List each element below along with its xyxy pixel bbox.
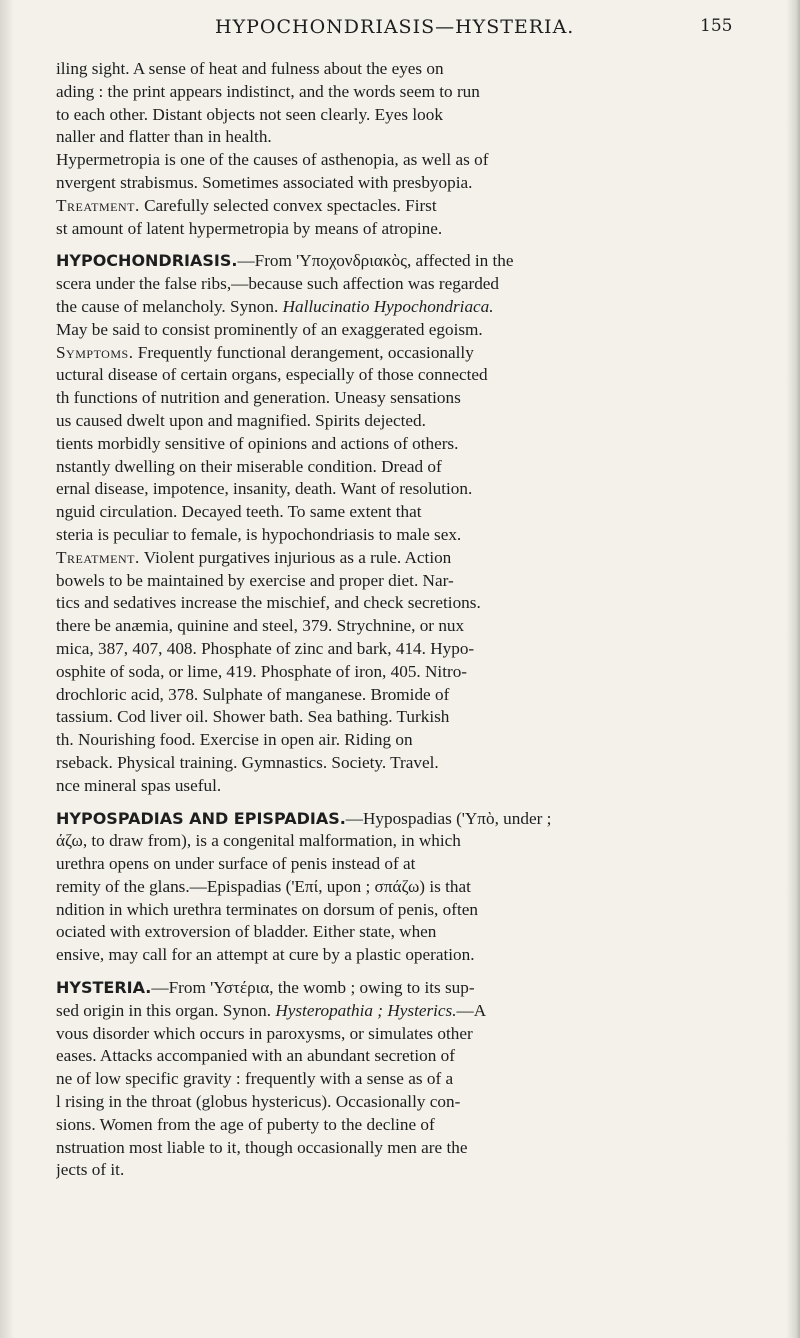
text-line [56, 944, 756, 967]
text-span: remity of the glans.—Epispadias ('Επί, upon ; σπάζω) is that [56, 876, 471, 896]
text-line [56, 684, 756, 707]
text-span: nvergent strabismus. Sometimes associated with presbyopia. [56, 172, 473, 192]
text-line [56, 752, 756, 775]
text-line [56, 387, 756, 410]
text-span: eases. Attacks accompanied with an abundant secretion of [56, 1046, 455, 1066]
text-span: ndition in which urethra terminates on dorsum of penis, often [56, 899, 478, 919]
text-line [56, 570, 756, 593]
text-line [56, 149, 756, 172]
text-span: jects of it. [56, 1160, 125, 1180]
text-span: —A [456, 1000, 487, 1020]
text-span: May be said to consist prominently of an exaggerated egoism. [56, 319, 483, 339]
text-span: osphite of soda, or lime, 419. Phosphate of iron, 405. Nitro- [56, 661, 468, 681]
paragraph-gap [56, 798, 756, 808]
text-line [56, 1023, 756, 1046]
entry-headword: HYPOCHONDRIASIS. [56, 251, 238, 271]
text-span: urethra opens on under surface of penis instead of at [56, 854, 416, 874]
text-line [56, 899, 756, 922]
text-span: naller and flatter than in health. [56, 127, 272, 147]
text-span: Hallucinatio Hypochondriaca. [282, 296, 494, 316]
text-span: Frequently functional derangement, occasionally [133, 342, 474, 362]
text-span: tassium. Cod liver oil. Shower bath. Sea bathing. Turkish [56, 707, 450, 727]
text-span: —From 'Υστέρια, the womb ; owing to its sup- [151, 978, 475, 998]
text-span: ne of low specific gravity : frequently with a sense as of a [56, 1069, 454, 1089]
text-line [56, 547, 756, 570]
text-span: steria is peculiar to female, is hypochondriasis to male sex. [56, 524, 462, 544]
text-span: ernal disease, impotence, insanity, death. Want of resolution. [56, 479, 473, 499]
text-line [56, 1137, 756, 1160]
text-line [56, 195, 756, 218]
text-span: tients morbidly sensitive of opinions and actions of others. [56, 433, 459, 453]
text-span: rseback. Physical training. Gymnastics. Society. Travel. [56, 752, 439, 772]
text-line [56, 661, 756, 684]
entry-headword: HYPOSPADIAS AND EPISPADIAS. [56, 808, 346, 828]
page-header [0, 12, 800, 52]
text-span: vous disorder which occurs in paroxysms, or simulates other [56, 1023, 473, 1043]
text-span: drochloric acid, 378. Sulphate of manganese. Bromide of [56, 684, 450, 704]
entry-headword: HYSTERIA. [56, 978, 152, 998]
body-text [56, 58, 756, 1182]
text-line [56, 273, 756, 296]
section-label: Symptoms. [56, 342, 134, 362]
text-line [56, 250, 756, 273]
text-span: Hysteropathia ; Hysterics. [275, 1000, 457, 1020]
text-line [56, 729, 756, 752]
text-span: —From 'Υποχονδριακὸς, affected in the [237, 251, 514, 271]
text-line [56, 456, 756, 479]
text-span: nstruation most liable to it, though occasionally men are the [56, 1137, 468, 1157]
text-line [56, 218, 756, 241]
text-span: th functions of nutrition and generation. Uneasy sensations [56, 388, 461, 408]
text-line [56, 410, 756, 433]
text-line [56, 296, 756, 319]
section-label: Treatment. [56, 195, 140, 215]
text-span: nguid circulation. Decayed teeth. To same extent that [56, 502, 422, 522]
text-line [56, 81, 756, 104]
text-line [56, 524, 756, 547]
text-span: l rising in the throat (globus hystericus). Occasionally con- [56, 1092, 461, 1112]
text-span: nstantly dwelling on their miserable condition. Dread of [56, 456, 442, 476]
text-line [56, 104, 756, 127]
text-span: mica, 387, 407, 408. Phosphate of zinc and bark, 414. Hypo- [56, 638, 475, 658]
text-line [56, 853, 756, 876]
text-line [56, 501, 756, 524]
page-number: 155 [700, 16, 733, 36]
text-span: st amount of latent hypermetropia by means of atropine. [56, 218, 443, 238]
text-line [56, 808, 756, 831]
text-line [56, 977, 756, 1000]
text-line [56, 1091, 756, 1114]
text-span: to each other. Distant objects not seen clearly. Eyes look [56, 104, 443, 124]
text-line [56, 433, 756, 456]
text-span: ociated with extroversion of bladder. Either state, when [56, 922, 437, 942]
paragraph-gap [56, 967, 756, 977]
text-span: Hypermetropia is one of the causes of asthenopia, as well as of [56, 150, 489, 170]
text-line [56, 58, 756, 81]
text-span: there be anæmia, quinine and steel, 379. Strychnine, or nux [56, 616, 465, 636]
text-span: us caused dwelt upon and magnified. Spirits dejected. [56, 410, 426, 430]
text-span: tics and sedatives increase the mischief, and check secretions. [56, 593, 481, 613]
running-head: HYPOCHONDRIASIS—HYSTERIA. [215, 16, 575, 38]
text-span: sions. Women from the age of puberty to the decline of [56, 1114, 435, 1134]
text-span: th. Nourishing food. Exercise in open air. Riding on [56, 730, 413, 750]
text-span: ading : the print appears indistinct, and the words seem to run [56, 81, 480, 101]
text-line [56, 592, 756, 615]
text-span: ensive, may call for an attempt at cure by a plastic operation. [56, 945, 475, 965]
text-span: —Hypospadias ('Υπὸ, under ; [345, 808, 552, 828]
text-line [56, 126, 756, 149]
text-line [56, 921, 756, 944]
text-line [56, 1045, 756, 1068]
page-gutter-shadow [0, 0, 14, 1338]
text-span: bowels to be maintained by exercise and proper diet. Nar- [56, 570, 454, 590]
text-span: Carefully selected convex spectacles. First [139, 195, 437, 215]
text-line [56, 1068, 756, 1091]
text-line [56, 342, 756, 365]
text-span: iling sight. A sense of heat and fulness about the eyes on [56, 59, 444, 78]
text-line [56, 876, 756, 899]
text-line [56, 1159, 756, 1182]
text-span: the cause of melancholy. Synon. [56, 296, 283, 316]
text-line [56, 830, 756, 853]
text-span: sed origin in this organ. Synon. [56, 1000, 276, 1020]
text-line [56, 1000, 756, 1023]
text-span: uctural disease of certain organs, especially of those connected [56, 365, 488, 385]
text-line [56, 172, 756, 195]
text-span: scera under the false ribs,—because such affection was regarded [56, 274, 500, 294]
text-line [56, 319, 756, 342]
text-span: nce mineral spas useful. [56, 775, 222, 795]
text-line [56, 615, 756, 638]
text-line [56, 478, 756, 501]
text-line [56, 638, 756, 661]
paragraph-gap [56, 240, 756, 250]
section-label: Treatment. [56, 547, 140, 567]
text-line [56, 706, 756, 729]
text-line [56, 775, 756, 798]
text-span: Violent purgatives injurious as a rule. Action [139, 547, 452, 567]
text-span: άζω, to draw from), is a congenital malformation, in which [56, 831, 461, 851]
text-line [56, 364, 756, 387]
text-line [56, 1114, 756, 1137]
page-edge [786, 0, 800, 1338]
